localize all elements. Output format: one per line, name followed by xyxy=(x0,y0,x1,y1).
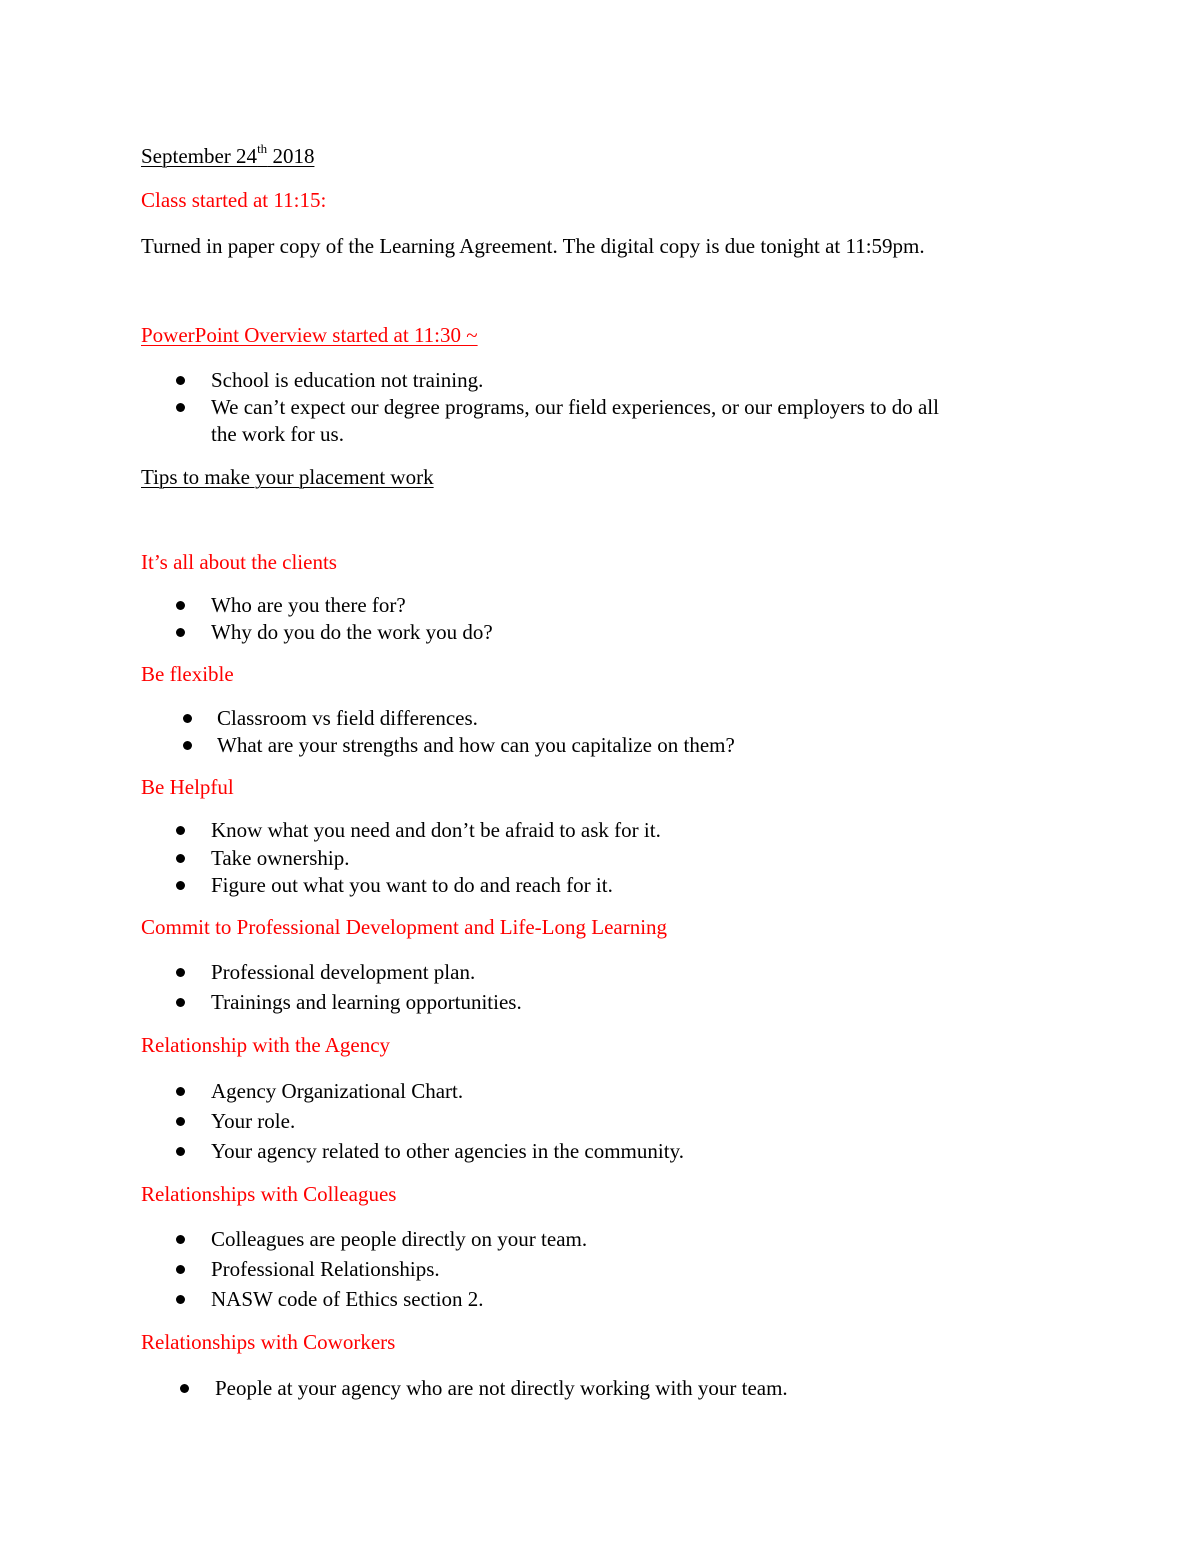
list-item: People at your agency who are not directly working with your team. xyxy=(215,1376,788,1400)
list-item: School is education not training. xyxy=(211,368,484,392)
bullet-icon xyxy=(176,601,185,610)
bullet-icon xyxy=(183,741,192,750)
bullet-icon xyxy=(176,854,185,863)
bullet-icon xyxy=(176,376,185,385)
class-started-text: Class started at 11:15: xyxy=(141,188,327,212)
bullet-icon xyxy=(176,1265,185,1274)
list-item: Professional development plan. xyxy=(211,960,476,984)
list-item: Why do you do the work you do? xyxy=(211,620,493,644)
bullet-icon xyxy=(176,881,185,890)
date-year: 2018 xyxy=(267,144,315,168)
tips-heading: Tips to make your placement work xyxy=(141,465,434,489)
list-item: We can’t expect our degree programs, our field experiences, or our employers to do all xyxy=(211,395,939,419)
section-heading: Commit to Professional Development and Life-Long Learning xyxy=(141,915,668,939)
bullet-icon xyxy=(176,968,185,977)
bullet-icon xyxy=(176,826,185,835)
bullet-icon xyxy=(176,1087,185,1096)
section-heading: Relationships with Colleagues xyxy=(141,1182,397,1206)
list-item: Figure out what you want to do and reach for it. xyxy=(211,873,613,897)
list-item: Professional Relationships. xyxy=(211,1257,440,1281)
bullet-icon xyxy=(180,1384,189,1393)
section-heading: Be Helpful xyxy=(141,775,234,799)
bullet-icon xyxy=(176,628,185,637)
bullet-icon xyxy=(176,403,185,412)
list-item: Colleagues are people directly on your team. xyxy=(211,1227,588,1251)
list-item: Trainings and learning opportunities. xyxy=(211,990,522,1014)
list-item: Know what you need and don’t be afraid to ask for it. xyxy=(211,818,661,842)
list-item: Who are you there for? xyxy=(211,593,406,617)
section-heading: Relationships with Coworkers xyxy=(141,1330,396,1354)
list-item: Classroom vs field differences. xyxy=(217,706,478,730)
section-heading: Relationship with the Agency xyxy=(141,1033,391,1057)
list-item: Agency Organizational Chart. xyxy=(211,1079,464,1103)
list-item-continuation: the work for us. xyxy=(211,422,344,446)
list-item: What are your strengths and how can you capitalize on them? xyxy=(217,733,735,757)
bullet-icon xyxy=(176,1295,185,1304)
list-item: Your role. xyxy=(211,1109,296,1133)
bullet-icon xyxy=(183,714,192,723)
section-heading: It’s all about the clients xyxy=(141,550,337,574)
bullet-icon xyxy=(176,1117,185,1126)
date-ordinal: th xyxy=(257,141,268,156)
powerpoint-heading: PowerPoint Overview started at 11:30 ~ xyxy=(141,323,478,347)
turned-in-text: Turned in paper copy of the Learning Agreement. The digital copy is due tonight at 11:59pm. xyxy=(141,234,925,258)
list-item: NASW code of Ethics section 2. xyxy=(211,1287,484,1311)
section-heading: Be flexible xyxy=(141,662,234,686)
bullet-icon xyxy=(176,998,185,1007)
bullet-icon xyxy=(176,1235,185,1244)
list-item: Take ownership. xyxy=(211,846,350,870)
date-heading xyxy=(141,143,314,169)
date-text: September 24 xyxy=(141,144,258,168)
bullet-icon xyxy=(176,1147,185,1156)
list-item: Your agency related to other agencies in the community. xyxy=(211,1139,684,1163)
